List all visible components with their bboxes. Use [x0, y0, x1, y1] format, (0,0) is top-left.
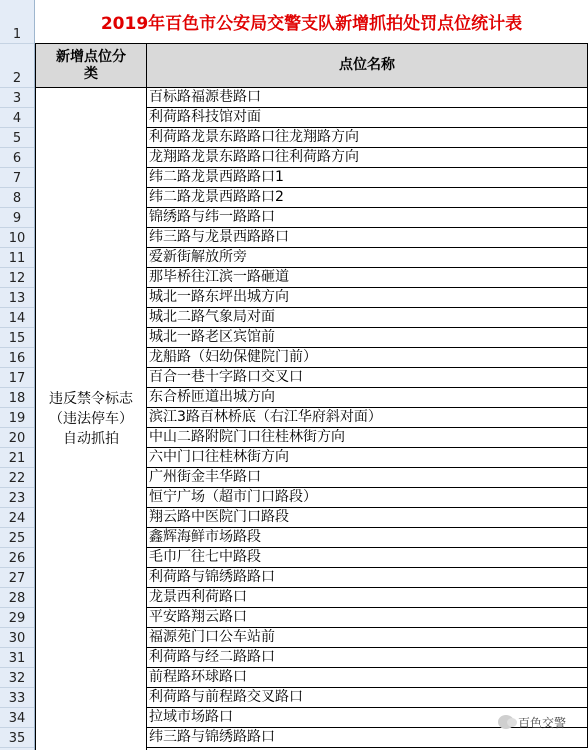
row-number[interactable]: 19 [0, 408, 34, 428]
row-number[interactable]: 12 [0, 268, 34, 288]
location-cell[interactable]: 城北一路东坪出城方向 [147, 288, 588, 308]
location-cell[interactable]: 城北二路气象局对面 [147, 308, 588, 328]
location-cell[interactable]: 东合桥匝道出城方向 [147, 388, 588, 408]
location-cell[interactable]: 那毕桥往江滨一路砸道 [147, 268, 588, 288]
row-number[interactable]: 26 [0, 548, 34, 568]
row-number[interactable]: 16 [0, 348, 34, 368]
row-number[interactable]: 24 [0, 508, 34, 528]
row-number[interactable]: 8 [0, 188, 34, 208]
location-cell[interactable]: 毛巾厂往七中路段 [147, 548, 588, 568]
row-number[interactable]: 33 [0, 688, 34, 708]
category-cell[interactable] [35, 88, 147, 750]
location-cell[interactable]: 前程路环球路口 [147, 668, 588, 688]
row-number[interactable]: 15 [0, 328, 34, 348]
row-number[interactable]: 23 [0, 488, 34, 508]
header-name[interactable]: 点位名称 [147, 44, 588, 88]
location-cell[interactable]: 百合一巷十字路口交叉口 [147, 368, 588, 388]
row-number[interactable]: 27 [0, 568, 34, 588]
row-number[interactable]: 25 [0, 528, 34, 548]
location-cell[interactable]: 利荷路与经二路路口 [147, 648, 588, 668]
location-cell[interactable]: 平安路翔云路口 [147, 608, 588, 628]
header-category[interactable] [35, 44, 147, 88]
wechat-icon [498, 715, 514, 729]
location-cell[interactable]: 锦绣路与纬一路路口 [147, 208, 588, 228]
row-number[interactable]: 31 [0, 648, 34, 668]
location-cell[interactable]: 利荷路与前程路交叉路口 [147, 688, 588, 708]
location-cell[interactable]: 六中门口往桂林街方向 [147, 448, 588, 468]
location-cell[interactable]: 城北一路老区宾馆前 [147, 328, 588, 348]
row-number[interactable]: 34 [0, 708, 34, 728]
row-number[interactable]: 4 [0, 108, 34, 128]
location-cell[interactable]: 拉域市场路口 [147, 708, 588, 728]
row-number[interactable]: 21 [0, 448, 34, 468]
header-category-label: 新增点位分类 [56, 48, 126, 82]
location-cell[interactable]: 恒宁广场（超市门口路段） [147, 488, 588, 508]
category-label: 违反禁令标志（违法停车）自动抓拍 [49, 391, 133, 447]
row-number[interactable]: 6 [0, 148, 34, 168]
sheet-title[interactable]: 2019年百色市公安局交警支队新增抓拍处罚点位统计表 [35, 0, 588, 44]
row-number[interactable]: 17 [0, 368, 34, 388]
row-number[interactable]: 29 [0, 608, 34, 628]
location-cell[interactable]: 龙船路（妇幼保健院门前） [147, 348, 588, 368]
row-number[interactable]: 5 [0, 128, 34, 148]
row-number[interactable]: 1 [0, 0, 34, 44]
row-number[interactable]: 22 [0, 468, 34, 488]
location-cell[interactable]: 滨江3路百林桥底（右江华府斜对面） [147, 408, 588, 428]
row-number[interactable]: 32 [0, 668, 34, 688]
location-cell[interactable]: 利荷路科技馆对面 [147, 108, 588, 128]
row-number[interactable]: 18 [0, 388, 34, 408]
location-cell[interactable]: 百标路福源巷路口 [147, 88, 588, 108]
location-cell[interactable]: 龙翔路龙景东路路口往利荷路方向 [147, 148, 588, 168]
location-cell[interactable]: 鑫辉海鲜市场路段 [147, 528, 588, 548]
row-number[interactable]: 2 [0, 44, 34, 88]
row-number[interactable]: 11 [0, 248, 34, 268]
location-cell[interactable]: 纬三路与锦绣路路口 [147, 728, 588, 748]
location-cell[interactable]: 福源苑门口公车站前 [147, 628, 588, 648]
location-cell[interactable]: 爱新街解放所旁 [147, 248, 588, 268]
location-cell[interactable]: 纬二路龙景西路路口1 [147, 168, 588, 188]
row-number[interactable]: 10 [0, 228, 34, 248]
row-number[interactable]: 13 [0, 288, 34, 308]
row-number[interactable]: 20 [0, 428, 34, 448]
location-cell[interactable]: 纬二路龙景西路路口2 [147, 188, 588, 208]
row-number[interactable]: 3 [0, 88, 34, 108]
location-cell[interactable]: 中山二路附院门口往桂林街方向 [147, 428, 588, 448]
location-cell[interactable]: 广州街金丰华路口 [147, 468, 588, 488]
row-number[interactable]: 7 [0, 168, 34, 188]
location-cell[interactable]: 利荷路龙景东路路口往龙翔路方向 [147, 128, 588, 148]
location-cell[interactable]: 翔云路中医院门口路段 [147, 508, 588, 528]
row-number[interactable]: 35 [0, 728, 34, 748]
watermark-logo [498, 712, 566, 732]
row-number[interactable]: 9 [0, 208, 34, 228]
logo-text: 百色交警 [518, 715, 567, 730]
row-number[interactable]: 28 [0, 588, 34, 608]
location-cell[interactable]: 龙景西利荷路口 [147, 588, 588, 608]
location-cell[interactable]: 利荷路与锦绣路路口 [147, 568, 588, 588]
row-number[interactable]: 30 [0, 628, 34, 648]
row-number[interactable]: 14 [0, 308, 34, 328]
location-cell[interactable]: 纬三路与龙景西路路口 [147, 228, 588, 248]
